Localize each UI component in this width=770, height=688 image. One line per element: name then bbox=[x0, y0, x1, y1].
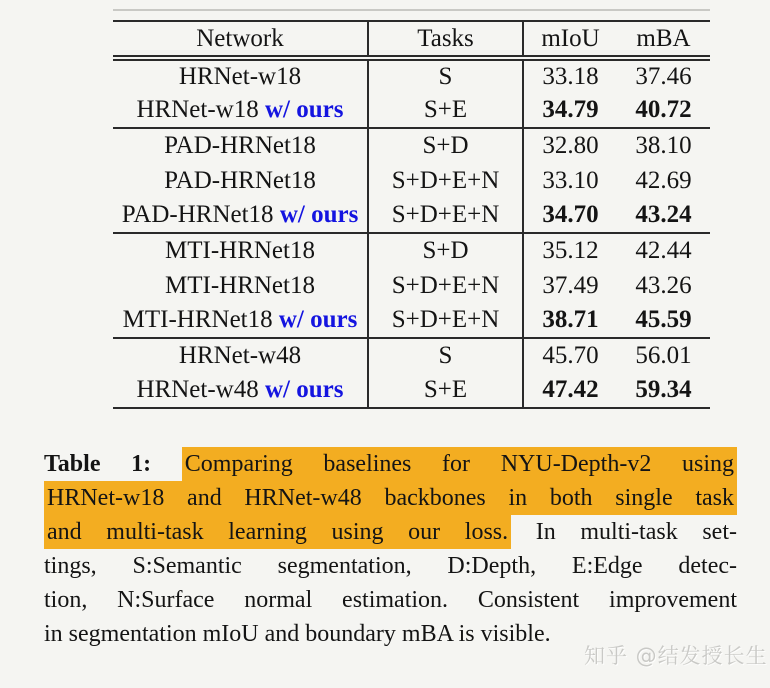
results-table bbox=[113, 20, 710, 409]
table-row bbox=[113, 163, 710, 198]
cell-miou: 47.42 bbox=[542, 376, 599, 403]
cell-tasks: S+D+E+N bbox=[368, 163, 523, 198]
cell-mba: 43.24 bbox=[635, 201, 692, 228]
caption-highlight-segment: Comparing baselines for NYU-Depth-v2 using bbox=[182, 447, 737, 481]
cell-network: PAD-HRNet18 bbox=[113, 128, 368, 163]
table-row bbox=[113, 198, 710, 233]
caption-text-segment: in segmentation mIoU and boundary mBA is visible. bbox=[44, 621, 551, 647]
cell-miou: 37.49 bbox=[542, 271, 599, 299]
cell-mba: 59.34 bbox=[635, 376, 692, 403]
col-header-network: Network bbox=[113, 21, 368, 58]
col-header-mba: mBA bbox=[617, 21, 710, 58]
cell-network: HRNet-w18 w/ ours bbox=[113, 93, 368, 128]
cell-mba: 38.10 bbox=[617, 128, 710, 163]
cell-mba: 37.46 bbox=[635, 63, 692, 90]
cell-network: MTI-HRNet18 bbox=[113, 268, 368, 303]
w-ours-label: w/ ours bbox=[273, 201, 359, 228]
cell-mba: 40.72 bbox=[635, 96, 692, 123]
caption-line bbox=[44, 583, 737, 617]
caption-highlight-segment: and multi-task learning using our loss. bbox=[44, 515, 511, 549]
cell-mba: 42.69 bbox=[635, 166, 692, 194]
table-row bbox=[113, 93, 710, 128]
cell-tasks: S+D bbox=[368, 128, 523, 163]
col-header-miou: mIoU bbox=[523, 21, 617, 58]
cell-mba: 56.01 bbox=[617, 338, 710, 373]
cell-network: MTI-HRNet18 w/ ours bbox=[113, 303, 368, 338]
caption-label: Table 1: bbox=[44, 451, 152, 477]
table-row bbox=[113, 303, 710, 338]
cell-miou: 45.70 bbox=[523, 338, 617, 373]
cell-miou: 38.71 bbox=[542, 306, 599, 333]
cell-tasks: S+D bbox=[368, 233, 523, 268]
caption-line bbox=[44, 515, 737, 549]
cell-tasks: S+D+E+N bbox=[368, 268, 523, 303]
cell-tasks: S+E bbox=[368, 93, 523, 128]
cell-tasks: S bbox=[368, 58, 523, 93]
cell-mba: 43.26 bbox=[635, 271, 692, 299]
cell-network: HRNet-w48 w/ ours bbox=[113, 373, 368, 408]
table-row bbox=[113, 58, 710, 93]
table-row bbox=[113, 338, 710, 373]
table-caption bbox=[44, 447, 737, 651]
caption-line bbox=[44, 481, 737, 515]
caption-highlight-segment: HRNet-w18 and HRNet-w48 backbones in both single task bbox=[44, 481, 737, 515]
cell-mba: 45.59 bbox=[635, 306, 692, 333]
cell-miou: 35.12 bbox=[523, 233, 617, 268]
w-ours-label: w/ ours bbox=[258, 376, 344, 403]
caption-line bbox=[44, 447, 737, 481]
cell-miou: 34.79 bbox=[542, 96, 599, 123]
caption-text-segment: tings, S:Semantic segmentation, D:Depth, E:Edge detec- bbox=[44, 553, 737, 579]
cell-tasks: S+D+E+N bbox=[368, 198, 523, 233]
caption-line bbox=[44, 549, 737, 583]
col-header-tasks: Tasks bbox=[368, 21, 523, 58]
cell-network: MTI-HRNet18 bbox=[113, 233, 368, 268]
caption-text-segment: In multi-task set- bbox=[511, 519, 737, 545]
table-row bbox=[113, 268, 710, 303]
cell-network: HRNet-w48 bbox=[113, 338, 368, 373]
cell-miou: 32.80 bbox=[523, 128, 617, 163]
w-ours-label: w/ ours bbox=[258, 96, 344, 123]
table-row bbox=[113, 233, 710, 268]
caption-text-segment bbox=[151, 451, 182, 477]
cell-miou: 33.18 bbox=[542, 63, 599, 90]
cell-network: PAD-HRNet18 bbox=[113, 163, 368, 198]
w-ours-label: w/ ours bbox=[272, 306, 358, 333]
table-row bbox=[113, 373, 710, 408]
table-row bbox=[113, 128, 710, 163]
caption-text-segment: tion, N:Surface normal estimation. Consistent improvement bbox=[44, 587, 737, 613]
cell-network: HRNet-w18 bbox=[113, 58, 368, 93]
cell-network: PAD-HRNet18 w/ ours bbox=[113, 198, 368, 233]
cell-miou: 33.10 bbox=[542, 166, 599, 194]
zhihu-watermark: 知乎 @结发授长生 bbox=[584, 644, 768, 668]
cell-mba: 42.44 bbox=[617, 233, 710, 268]
table-top-hairline bbox=[113, 9, 710, 11]
cell-tasks: S+D+E+N bbox=[368, 303, 523, 338]
cell-miou: 34.70 bbox=[542, 201, 599, 228]
table-header-row bbox=[113, 21, 710, 58]
cell-tasks: S bbox=[368, 338, 523, 373]
cell-tasks: S+E bbox=[368, 373, 523, 408]
